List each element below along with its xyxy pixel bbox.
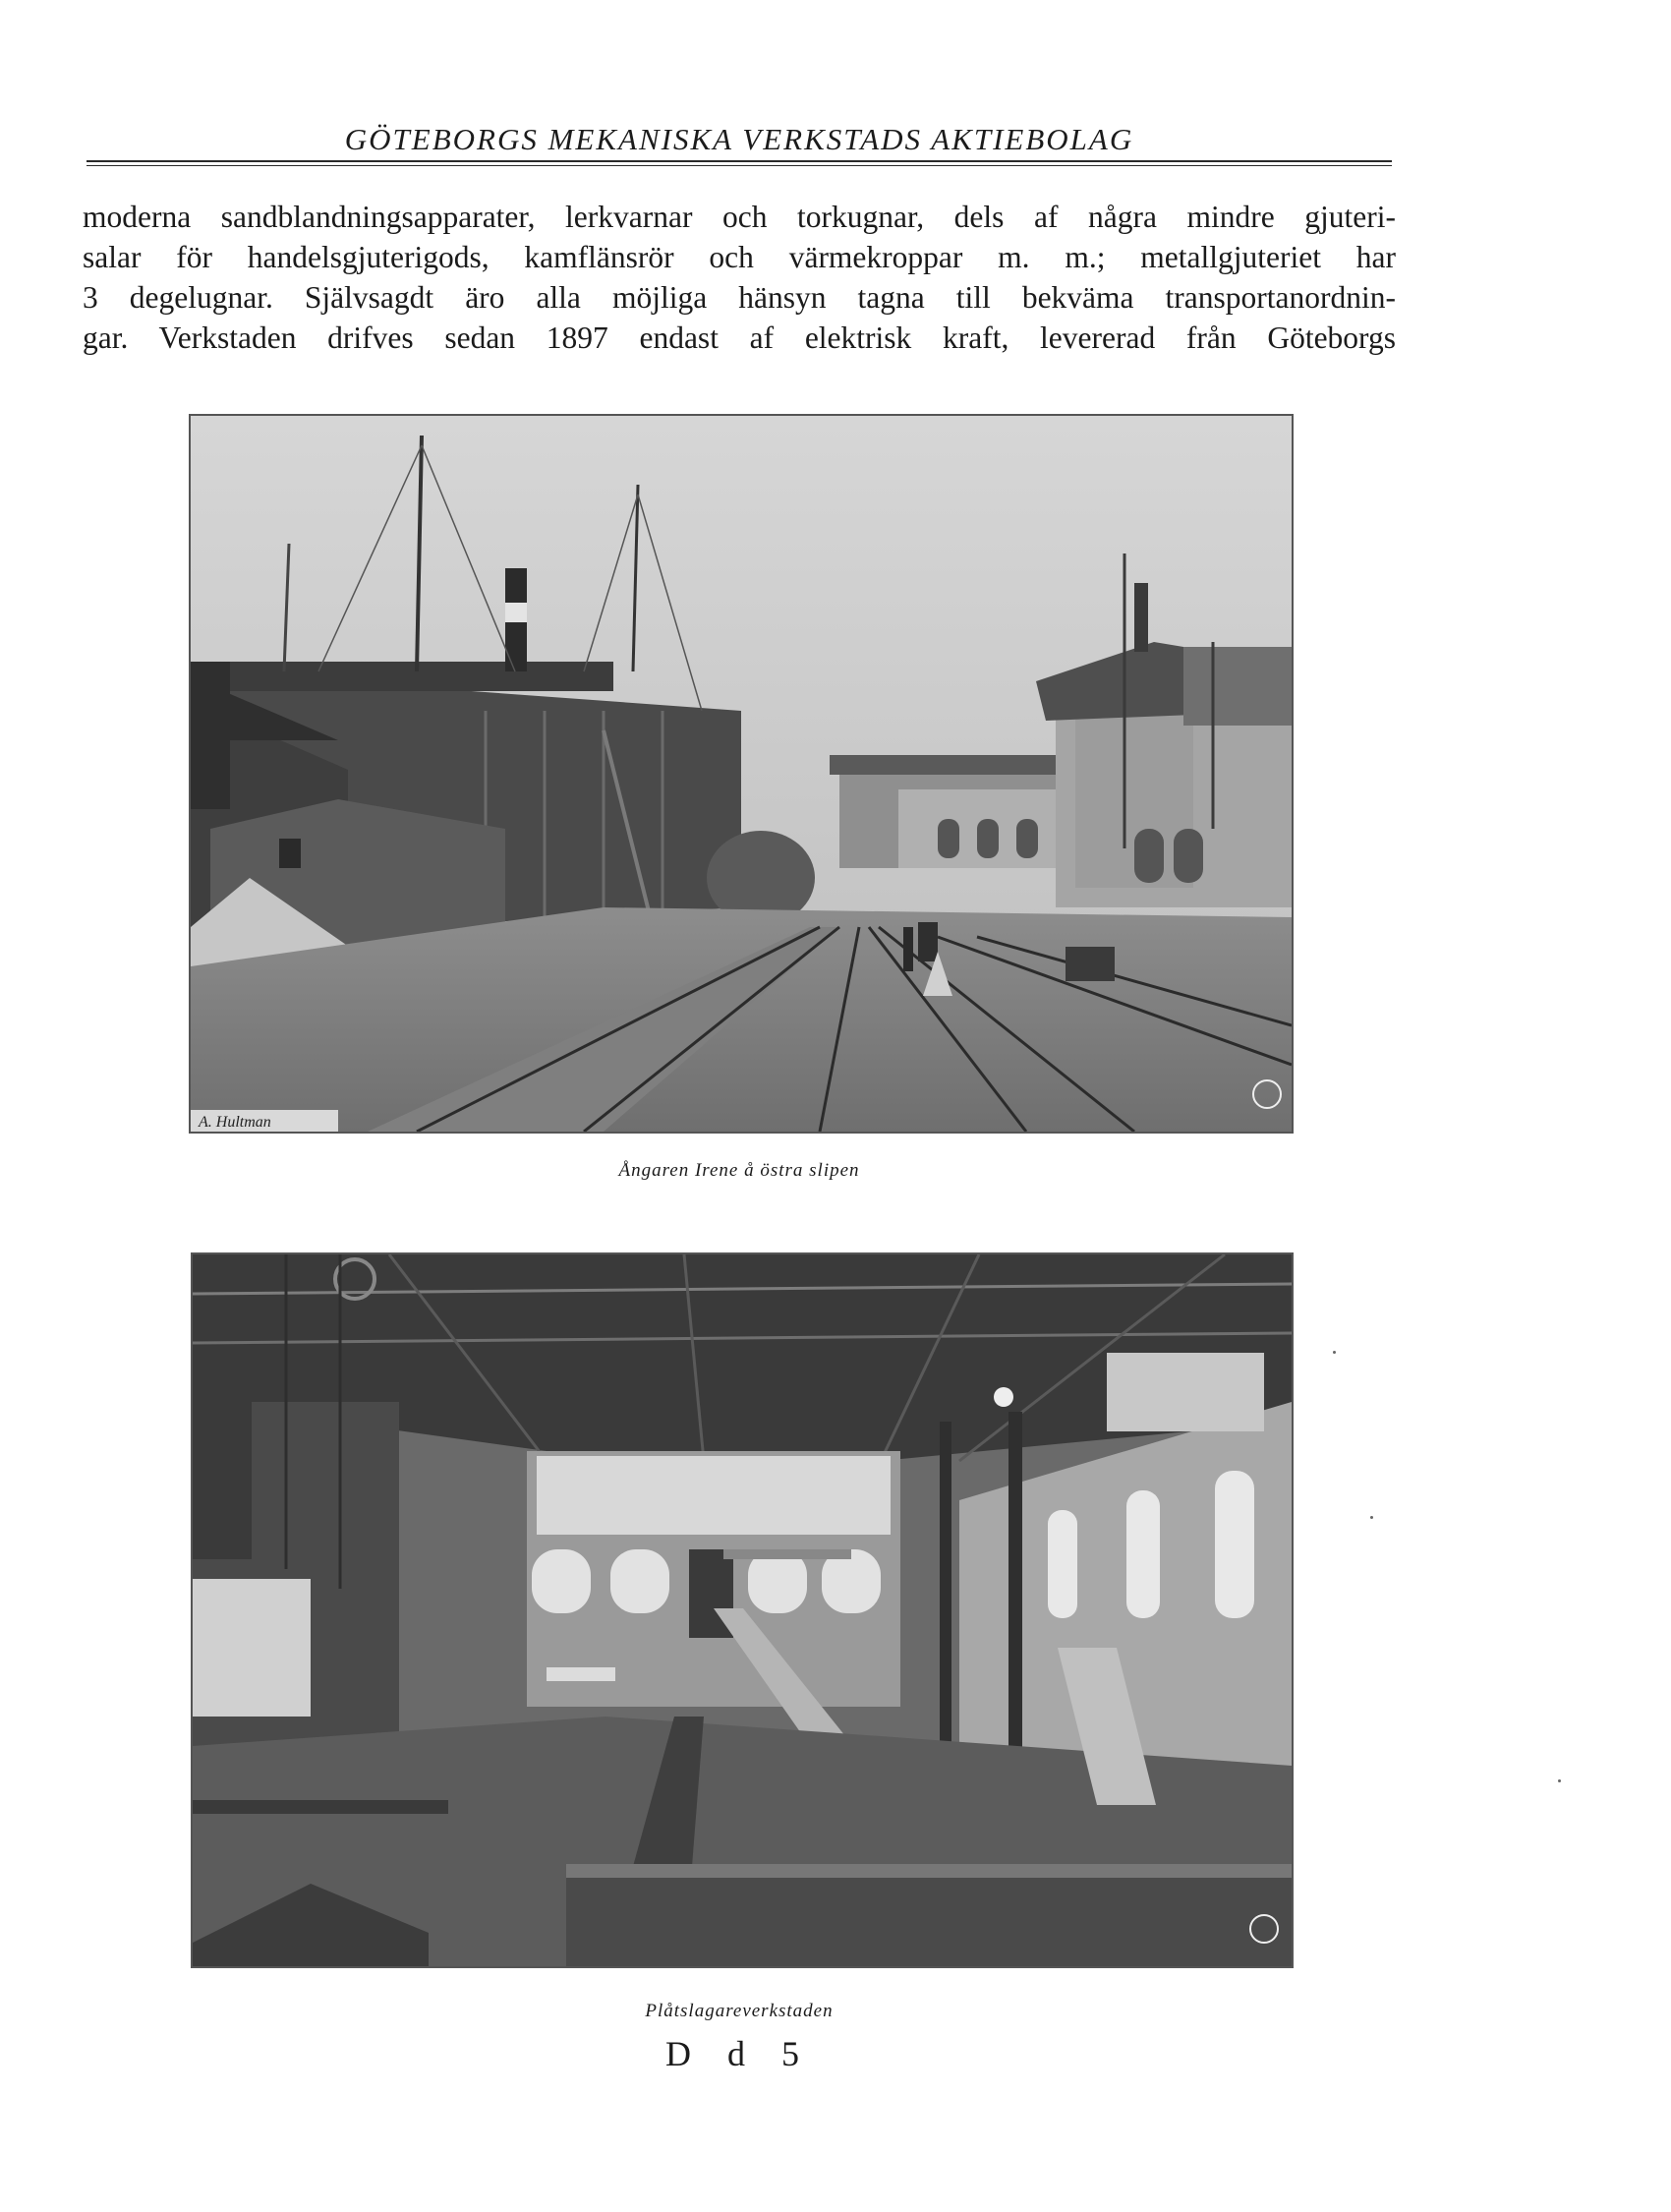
body-line: moderna sandblandningsapparater, lerkvarnar och torkugnar, dels af några mindre gjuteri- [83, 200, 1396, 234]
figure-caption: Plåtslagareverkstaden [645, 2001, 834, 2021]
body-paragraph [83, 197, 1396, 358]
print-speck [1558, 1779, 1561, 1782]
photo-steamship-slipway [189, 414, 1294, 1134]
body-line: salar för handelsgjuterigods, kamflänsrör och värmekroppar m. m.; metallgjuteriet har [83, 240, 1396, 274]
print-speck [1333, 1351, 1336, 1354]
photo-workshop-interior [191, 1252, 1294, 1968]
print-speck [1370, 1516, 1373, 1519]
page-number: D d 5 [665, 2034, 813, 2073]
header-rule-thin [86, 165, 1392, 166]
figure-caption: Ångaren Irene å östra slipen [618, 1160, 860, 1181]
header-rule [86, 160, 1392, 162]
body-line: 3 degelugnar. Självsagdt äro alla möjliga hänsyn tagna till bekväma transportanordnin- [83, 280, 1396, 315]
running-head: GÖTEBORGS MEKANISKA VERKSTADS AKTIEBOLAG [344, 122, 1134, 156]
photographer-signature: A. Hultman [199, 1114, 271, 1131]
body-line: gar. Verkstaden drifves sedan 1897 endast af elektrisk kraft, levererad från Göteborgs [83, 320, 1396, 355]
